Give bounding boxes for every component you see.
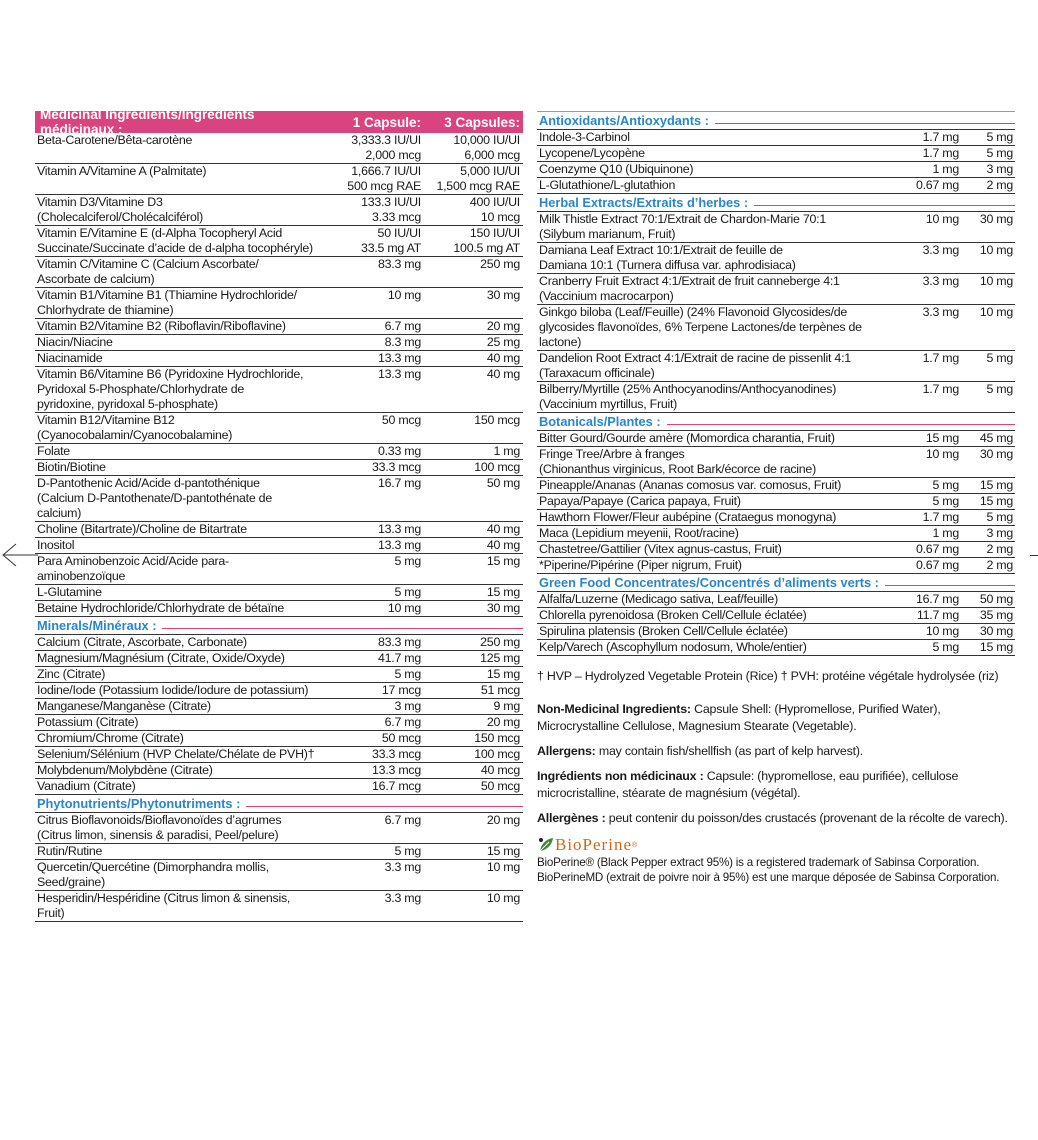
hvp-note: † HVP – Hydrolyzed Vegetable Protein (Rice) † PVH: protéine végétale hydrolysée (riz) bbox=[537, 669, 999, 683]
amount-3-capsules: 5,000 IU/UI 1,500 mcg RAE bbox=[436, 164, 520, 193]
amount-3-capsules: 10 mg bbox=[979, 243, 1013, 257]
ingredient-name: Bitter Gourd/Gourde amère (Momordica charantia, Fruit) bbox=[539, 431, 835, 445]
ingredient-name: Calcium (Citrate, Ascorbate, Carbonate) bbox=[37, 635, 247, 649]
label-bold: Ingrédients non médicinaux : bbox=[537, 769, 704, 783]
ingredient-row bbox=[537, 624, 1015, 640]
ingredient-row bbox=[537, 447, 1015, 478]
ingredient-row bbox=[35, 763, 523, 779]
amount-3-capsules: 125 mg bbox=[480, 651, 520, 665]
ingredient-name: Rutin/Rutine bbox=[37, 844, 103, 858]
ingredient-row bbox=[35, 699, 523, 715]
ingredient-row bbox=[35, 891, 523, 922]
amount-3-capsules: 10 mg bbox=[979, 305, 1013, 319]
amount-3-capsules: 10 mg bbox=[486, 891, 520, 905]
ingredient-row bbox=[35, 335, 523, 351]
ingredient-name: D-Pantothenic Acid/Acide d-pantothénique (Calcium D-Pantothenate/D-pantothénate de calcium) bbox=[37, 476, 272, 520]
ingredient-name: Vanadium (Citrate) bbox=[37, 779, 136, 793]
amount-3-capsules: 30 mg bbox=[979, 212, 1013, 226]
amount-3-capsules: 150 mcg bbox=[474, 731, 520, 745]
ingredient-row bbox=[537, 542, 1015, 558]
amount-3-capsules: 15 mg bbox=[979, 478, 1013, 492]
ingredient-row bbox=[35, 319, 523, 335]
amount-3-capsules: 45 mg bbox=[979, 431, 1013, 445]
amount-3-capsules: 40 mg bbox=[486, 367, 520, 381]
amount-3-capsules: 150 IU/UI 100.5 mg AT bbox=[453, 226, 520, 255]
amount-1-capsule: 5 mg bbox=[394, 554, 421, 568]
ingredient-name: Betaine Hydrochloride/Chlorhydrate de bétaïne bbox=[37, 601, 285, 615]
ingredient-row bbox=[35, 476, 523, 522]
allergens bbox=[537, 743, 1015, 760]
amount-3-capsules: 5 mg bbox=[986, 130, 1013, 144]
ingredient-row bbox=[537, 494, 1015, 510]
amount-1-capsule: 1.7 mg bbox=[922, 510, 959, 524]
amount-1-capsule: 83.3 mg bbox=[377, 257, 421, 271]
ingredient-name: Vitamin B2/Vitamine B2 (Riboflavin/Riboflavine) bbox=[37, 319, 286, 333]
ingredient-row bbox=[35, 683, 523, 699]
label-text: may contain fish/shellfish (as part of kelp harvest). bbox=[595, 744, 864, 758]
section-phytonutrients bbox=[35, 795, 523, 813]
ingredient-row bbox=[537, 431, 1015, 447]
section-title: Herbal Extracts/Extraits d’herbes : bbox=[539, 195, 749, 210]
ingredient-row bbox=[35, 367, 523, 413]
amount-3-capsules: 15 mg bbox=[486, 844, 520, 858]
amount-1-capsule: 10 mg bbox=[387, 288, 421, 302]
amount-3-capsules: 5 mg bbox=[986, 351, 1013, 365]
amount-1-capsule: 5 mg bbox=[932, 494, 959, 508]
ingredient-row bbox=[35, 133, 523, 164]
antioxidants-list bbox=[537, 130, 1015, 194]
amount-3-capsules: 250 mg bbox=[480, 635, 520, 649]
amount-1-capsule: 50 mcg bbox=[381, 731, 421, 745]
arrow-right-icon bbox=[1030, 555, 1038, 556]
amount-1-capsule: 15 mg bbox=[925, 431, 959, 445]
amount-3-capsules: 400 IU/UI 10 mcg bbox=[469, 195, 520, 224]
amount-3-capsules: 100 mcg bbox=[474, 460, 520, 474]
ingredient-name: Magnesium/Magnésium (Citrate, Oxide/Oxyde) bbox=[37, 651, 285, 665]
ingredient-row bbox=[35, 844, 523, 860]
ingredient-name: Spirulina platensis (Broken Cell/Cellule éclatée) bbox=[539, 624, 788, 638]
amount-1-capsule: 10 mg bbox=[925, 624, 959, 638]
amount-1-capsule: 83.3 mg bbox=[377, 635, 421, 649]
ingredient-row bbox=[537, 608, 1015, 624]
ingredient-name: *Piperine/Pipérine (Piper nigrum, Fruit) bbox=[539, 558, 742, 572]
amount-3-capsules: 15 mg bbox=[486, 585, 520, 599]
ingredient-row bbox=[35, 538, 523, 554]
ingredient-row bbox=[35, 226, 523, 257]
bioperine-logo bbox=[537, 835, 1015, 855]
amount-1-capsule: 11.7 mg bbox=[916, 608, 959, 622]
header-ingredients: Medicinal Ingredients/Ingrédients médicinaux : bbox=[40, 107, 255, 137]
ingredient-row bbox=[35, 257, 523, 288]
amount-1-capsule: 16.7 mg bbox=[377, 476, 421, 490]
ingredient-row bbox=[537, 382, 1015, 413]
amount-1-capsule: 3.3 mg bbox=[922, 274, 959, 288]
amount-1-capsule: 1 mg bbox=[932, 162, 959, 176]
ingredient-name: Cranberry Fruit Extract 4:1/Extrait de fruit canneberge 4:1 (Vaccinium macrocarpon) bbox=[539, 274, 840, 303]
ingredient-name: Iodine/Iode (Potassium Iodide/Iodure de potassium) bbox=[37, 683, 309, 697]
ingredient-row bbox=[35, 779, 523, 795]
amount-3-capsules: 250 mg bbox=[480, 257, 520, 271]
amount-1-capsule: 1,666.7 IU/UI 500 mcg RAE bbox=[347, 164, 421, 193]
amount-1-capsule: 16.7 mcg bbox=[372, 779, 421, 793]
amount-3-capsules: 51 mcg bbox=[480, 683, 520, 697]
ingredient-name: Biotin/Biotine bbox=[37, 460, 106, 474]
ingredient-name: Chastetree/Gattilier (Vitex agnus-castus, Fruit) bbox=[539, 542, 782, 556]
ingredient-row bbox=[537, 178, 1015, 194]
amount-3-capsules: 10 mg bbox=[979, 274, 1013, 288]
ingredient-row bbox=[35, 522, 523, 538]
ingredient-row bbox=[537, 640, 1015, 656]
amount-1-capsule: 3.3 mg bbox=[922, 243, 959, 257]
amount-1-capsule: 5 mg bbox=[394, 667, 421, 681]
ingredient-name: Niacinamide bbox=[37, 351, 103, 365]
ingredient-row bbox=[537, 130, 1015, 146]
amount-1-capsule: 1.7 mg bbox=[922, 351, 959, 365]
amount-3-capsules: 9 mg bbox=[493, 699, 520, 713]
ingredient-name: Bilberry/Myrtille (25% Anthocyanodins/Anthocyanodines) (Vaccinium myrtillus, Fruit) bbox=[539, 382, 837, 411]
ingredient-name: Niacin/Niacine bbox=[37, 335, 113, 349]
label-text: Capsule Shell: (Hypromellose, Purified Water), Microcrystalline Cellulose, Magnesium Stearate (Vegetable). bbox=[537, 702, 941, 733]
amount-1-capsule: 33.3 mcg bbox=[372, 460, 421, 474]
ingredient-name: Vitamin B6/Vitamine B6 (Pyridoxine Hydrochloride, Pyridoxal 5-Phosphate/Chlorhydrate de pyridoxine, pyridoxal 5-phosphate) bbox=[37, 367, 304, 411]
ingredient-row bbox=[537, 243, 1015, 274]
amount-3-capsules: 150 mcg bbox=[474, 413, 520, 427]
ingredient-name: Indole-3-Carbinol bbox=[539, 130, 630, 144]
ingredient-name: Selenium/Sélénium (HVP Chelate/Chélate de PVH)† bbox=[37, 747, 315, 761]
amount-1-capsule: 33.3 mcg bbox=[372, 747, 421, 761]
ingredient-name: Hawthorn Flower/Fleur aubépine (Crataegus monogyna) bbox=[539, 510, 837, 524]
section-title: Green Food Concentrates/Concentrés d’aliments verts : bbox=[539, 575, 879, 590]
amount-1-capsule: 3,333.3 IU/UI 2,000 mcg bbox=[351, 133, 421, 162]
ingredient-row bbox=[35, 164, 523, 195]
bioperine-trademark-en: BioPerine® (Black Pepper extract 95%) is a registered trademark of Sabinsa Corporation. bbox=[537, 856, 980, 869]
right-ingredient-table bbox=[537, 111, 1015, 885]
ingredient-name: Potassium (Citrate) bbox=[37, 715, 139, 729]
arrow-left-icon bbox=[0, 540, 40, 570]
ingredient-row bbox=[537, 212, 1015, 243]
amount-1-capsule: 13.3 mg bbox=[377, 538, 421, 552]
botanicals-list bbox=[537, 431, 1015, 574]
amount-3-capsules: 20 mg bbox=[486, 319, 520, 333]
amount-1-capsule: 41.7 mg bbox=[377, 651, 421, 665]
ingredient-row bbox=[35, 860, 523, 891]
header-1-capsule: 1 Capsule: bbox=[352, 114, 421, 130]
ingredient-name: Zinc (Citrate) bbox=[37, 667, 106, 681]
ingredient-row bbox=[35, 747, 523, 763]
ingredient-name: Coenzyme Q10 (Ubiquinone) bbox=[539, 162, 694, 176]
ingredient-row bbox=[35, 635, 523, 651]
amount-3-capsules: 30 mg bbox=[979, 624, 1013, 638]
amount-3-capsules: 5 mg bbox=[986, 146, 1013, 160]
amount-3-capsules: 3 mg bbox=[986, 526, 1013, 540]
label-text: Capsule: (hypromellose, eau purifiée), cellulose microcristalline, stéarate de magnésium (végétal). bbox=[537, 769, 959, 800]
ingredient-name: Quercetin/Quercétine (Dimorphandra mollis, Seed/graine) bbox=[37, 860, 269, 889]
amount-3-capsules: 15 mg bbox=[979, 494, 1013, 508]
amount-1-capsule: 3.3 mg bbox=[922, 305, 959, 319]
non-medicinal-ingredients bbox=[537, 701, 1015, 735]
amount-1-capsule: 13.3 mg bbox=[377, 367, 421, 381]
ingredient-row bbox=[537, 592, 1015, 608]
ingredient-name: Chlorella pyrenoidosa (Broken Cell/Cellule éclatée) bbox=[539, 608, 807, 622]
section-minerals bbox=[35, 617, 523, 635]
ingredient-name: Para Aminobenzoic Acid/Acide para-aminobenzoïque bbox=[37, 554, 229, 583]
amount-3-capsules: 15 mg bbox=[486, 667, 520, 681]
ingredient-name: Vitamin D3/Vitamine D3 (Cholecalciferol/Cholécalciférol) bbox=[37, 195, 203, 224]
non-medicinal-ingredients-fr bbox=[537, 768, 1015, 802]
amount-3-capsules: 40 mg bbox=[486, 538, 520, 552]
ingredient-row bbox=[537, 162, 1015, 178]
section-rule bbox=[885, 585, 1015, 586]
ingredient-row bbox=[537, 510, 1015, 526]
ingredient-name: L-Glutamine bbox=[37, 585, 102, 599]
section-rule bbox=[754, 205, 1015, 206]
ingredient-row bbox=[35, 667, 523, 683]
amount-1-capsule: 0.67 mg bbox=[915, 558, 959, 572]
left-ingredient-table bbox=[35, 107, 523, 922]
amount-3-capsules: 2 mg bbox=[986, 542, 1013, 556]
amount-3-capsules: 40 mg bbox=[486, 522, 520, 536]
ingredient-name: Milk Thistle Extract 70:1/Extrait de Chardon-Marie 70:1 (Silybum marianum, Fruit) bbox=[539, 212, 826, 241]
ingredient-name: Hesperidin/Hespéridine (Citrus limon & sinensis, Fruit) bbox=[37, 891, 291, 920]
herbal-list bbox=[537, 212, 1015, 413]
label-bold: Allergènes : bbox=[537, 811, 606, 825]
section-rule bbox=[246, 806, 523, 807]
amount-1-capsule: 1.7 mg bbox=[922, 382, 959, 396]
amount-1-capsule: 50 IU/UI 33.5 mg AT bbox=[361, 226, 421, 255]
amount-1-capsule: 13.3 mg bbox=[377, 522, 421, 536]
amount-1-capsule: 5 mg bbox=[932, 478, 959, 492]
ingredient-row bbox=[35, 715, 523, 731]
ingredient-row bbox=[35, 351, 523, 367]
amount-3-capsules: 20 mg bbox=[486, 715, 520, 729]
section-botanicals bbox=[537, 413, 1015, 431]
amount-1-capsule: 13.3 mcg bbox=[372, 763, 421, 777]
ingredient-row bbox=[35, 585, 523, 601]
amount-1-capsule: 0.67 mg bbox=[915, 542, 959, 556]
amount-1-capsule: 3.3 mg bbox=[384, 891, 421, 905]
ingredient-row bbox=[537, 478, 1015, 494]
ingredient-name: Manganese/Manganèse (Citrate) bbox=[37, 699, 211, 713]
amount-1-capsule: 1.7 mg bbox=[922, 146, 959, 160]
amount-1-capsule: 50 mcg bbox=[381, 413, 421, 427]
ingredient-row bbox=[35, 651, 523, 667]
label-text: peut contenir du poisson/des crustacés (provenant de la récolte de varech). bbox=[605, 811, 1008, 825]
ingredient-row bbox=[35, 288, 523, 319]
trademark-symbol: ® bbox=[632, 841, 638, 849]
amount-3-capsules: 30 mg bbox=[979, 447, 1013, 461]
ingredient-row bbox=[35, 601, 523, 617]
section-title: Minerals/Minéraux : bbox=[37, 618, 157, 633]
amount-3-capsules: 5 mg bbox=[986, 382, 1013, 396]
amount-3-capsules: 10,000 IU/UI 6,000 mcg bbox=[453, 133, 520, 162]
ingredient-name: Papaya/Papaye (Carica papaya, Fruit) bbox=[539, 494, 741, 508]
ingredient-row bbox=[35, 195, 523, 226]
amount-3-capsules: 50 mg bbox=[486, 476, 520, 490]
allergens-fr bbox=[537, 810, 1015, 827]
amount-1-capsule: 133.3 IU/UI 3.33 mcg bbox=[361, 195, 421, 224]
ingredient-name: Folate bbox=[37, 444, 70, 458]
ingredient-row bbox=[537, 526, 1015, 542]
ingredient-name: Choline (Bitartrate)/Choline de Bitartrate bbox=[37, 522, 247, 536]
amount-3-capsules: 3 mg bbox=[986, 162, 1013, 176]
amount-3-capsules: 10 mg bbox=[486, 860, 520, 874]
ingredient-row bbox=[35, 444, 523, 460]
label-bold: Allergens: bbox=[537, 744, 596, 758]
amount-3-capsules: 50 mcg bbox=[480, 779, 520, 793]
ingredient-name: Citrus Bioflavonoids/Bioflavonoïdes d’agrumes (Citrus limon, sinensis & paradisi, Peel/pelure) bbox=[37, 813, 282, 842]
amount-1-capsule: 17 mcg bbox=[381, 683, 421, 697]
amount-1-capsule: 1 mg bbox=[932, 526, 959, 540]
amount-1-capsule: 13.3 mg bbox=[377, 351, 421, 365]
amount-3-capsules: 5 mg bbox=[986, 510, 1013, 524]
amount-1-capsule: 3.3 mg bbox=[384, 860, 421, 874]
amount-1-capsule: 6.7 mg bbox=[384, 715, 421, 729]
ingredient-name: Vitamin B1/Vitamine B1 (Thiamine Hydrochloride/ Chlorhydrate de thiamine) bbox=[37, 288, 297, 317]
section-herbal-extracts bbox=[537, 194, 1015, 212]
amount-3-capsules: 30 mg bbox=[486, 288, 520, 302]
ingredient-row bbox=[35, 554, 523, 585]
amount-3-capsules: 15 mg bbox=[486, 554, 520, 568]
amount-3-capsules: 15 mg bbox=[979, 640, 1013, 654]
amount-1-capsule: 0.33 mg bbox=[377, 444, 421, 458]
ingredient-name: Pineapple/Ananas (Ananas comosus var. comosus, Fruit) bbox=[539, 478, 842, 492]
ingredient-name: Kelp/Varech (Ascophyllum nodosum, Whole/entier) bbox=[539, 640, 807, 654]
amount-3-capsules: 35 mg bbox=[979, 608, 1013, 622]
section-antioxidants bbox=[537, 112, 1015, 130]
amount-1-capsule: 5 mg bbox=[932, 640, 959, 654]
ingredient-row bbox=[537, 305, 1015, 351]
amount-3-capsules: 100 mcg bbox=[474, 747, 520, 761]
ingredient-name: L-Glutathione/L-glutathion bbox=[539, 178, 676, 192]
pepper-leaf-icon bbox=[537, 836, 555, 854]
ingredient-name: Maca (Lepidium meyenii, Root/racine) bbox=[539, 526, 739, 540]
section-title: Antioxidants/Antioxydants : bbox=[539, 113, 709, 128]
label-bold: Non-Medicinal Ingredients: bbox=[537, 702, 691, 716]
ingredient-name: Chromium/Chrome (Citrate) bbox=[37, 731, 184, 745]
amount-1-capsule: 5 mg bbox=[394, 585, 421, 599]
table-header bbox=[35, 107, 523, 137]
section-rule bbox=[162, 628, 523, 629]
ingredient-row bbox=[537, 146, 1015, 162]
amount-3-capsules: 50 mg bbox=[979, 592, 1013, 606]
amount-1-capsule: 6.7 mg bbox=[384, 813, 421, 827]
amount-1-capsule: 10 mg bbox=[925, 447, 959, 461]
ingredient-row bbox=[35, 731, 523, 747]
label-notes bbox=[537, 668, 1015, 827]
ingredient-row bbox=[35, 413, 523, 444]
ingredient-row bbox=[35, 813, 523, 844]
section-green-food bbox=[537, 574, 1015, 592]
section-rule bbox=[715, 123, 1015, 124]
amount-1-capsule: 0.67 mg bbox=[915, 178, 959, 192]
amount-3-capsules: 30 mg bbox=[486, 601, 520, 615]
amount-3-capsules: 40 mg bbox=[486, 351, 520, 365]
ingredient-name: Ginkgo biloba (Leaf/Feuille) (24% Flavonoid Glycosides/de glycosides flavonoïdes, 6% Terpene Lactones/de terpènes de lactone) bbox=[539, 305, 862, 349]
ingredient-name: Beta-Carotene/Bêta-carotène bbox=[37, 133, 193, 147]
amount-3-capsules: 2 mg bbox=[986, 558, 1013, 572]
section-title: Botanicals/Plantes : bbox=[539, 414, 661, 429]
ingredient-name: Vitamin B12/Vitamine B12 (Cyanocobalamin/Cyanocobalamine) bbox=[37, 413, 233, 442]
ingredient-row bbox=[537, 274, 1015, 305]
amount-3-capsules: 40 mcg bbox=[480, 763, 520, 777]
amount-1-capsule: 10 mg bbox=[925, 212, 959, 226]
vitamins-list bbox=[35, 133, 523, 617]
bioperine-trademark-fr: BioPerineMD (extrait de poivre noir à 95%) est une marque déposée de Sabinsa Corporation. bbox=[537, 871, 1000, 884]
ingredient-row bbox=[537, 351, 1015, 382]
section-title: Phytonutrients/Phytonutriments : bbox=[37, 796, 241, 811]
ingredient-name: Molybdenum/Molybdène (Citrate) bbox=[37, 763, 213, 777]
amount-1-capsule: 10 mg bbox=[387, 601, 421, 615]
ingredient-name: Vitamin E/Vitamine E (d-Alpha Tocopheryl Acid Succinate/Succinate d’acide de d-alpha tocophéryle) bbox=[37, 226, 313, 255]
section-rule bbox=[667, 424, 1015, 425]
ingredient-name: Vitamin A/Vitamine A (Palmitate) bbox=[37, 164, 207, 178]
amount-3-capsules: 2 mg bbox=[986, 178, 1013, 192]
amount-1-capsule: 6.7 mg bbox=[384, 319, 421, 333]
amount-3-capsules: 1 mg bbox=[493, 444, 520, 458]
minerals-list bbox=[35, 635, 523, 795]
amount-3-capsules: 20 mg bbox=[486, 813, 520, 827]
amount-1-capsule: 1.7 mg bbox=[922, 130, 959, 144]
ingredient-name: Fringe Tree/Arbre à franges (Chionanthus virginicus, Root Bark/écorce de racine) bbox=[539, 447, 816, 476]
green-food-list bbox=[537, 592, 1015, 656]
ingredient-row bbox=[537, 558, 1015, 574]
bioperine-wordmark: BioPerine bbox=[555, 835, 632, 854]
amount-1-capsule: 8.3 mg bbox=[384, 335, 421, 349]
amount-3-capsules: 25 mg bbox=[486, 335, 520, 349]
amount-1-capsule: 16.7 mg bbox=[915, 592, 959, 606]
amount-1-capsule: 5 mg bbox=[394, 844, 421, 858]
ingredient-name: Lycopene/Lycopène bbox=[539, 146, 645, 160]
amount-1-capsule: 3 mg bbox=[394, 699, 421, 713]
header-3-capsules: 3 Capsules: bbox=[444, 114, 520, 130]
ingredient-name: Inositol bbox=[37, 538, 75, 552]
ingredient-row bbox=[35, 460, 523, 476]
ingredient-name: Damiana Leaf Extract 10:1/Extrait de feuille de Damiana 10:1 (Turnera diffusa var. aphrodisiaca) bbox=[539, 243, 796, 272]
ingredient-name: Dandelion Root Extract 4:1/Extrait de racine de pissenlit 4:1 (Taraxacum officinale) bbox=[539, 351, 851, 380]
ingredient-name: Alfalfa/Luzerne (Medicago sativa, Leaf/feuille) bbox=[539, 592, 778, 606]
ingredient-name: Vitamin C/Vitamine C (Calcium Ascorbate/ Ascorbate de calcium) bbox=[37, 257, 259, 286]
phytonutrients-list bbox=[35, 813, 523, 922]
